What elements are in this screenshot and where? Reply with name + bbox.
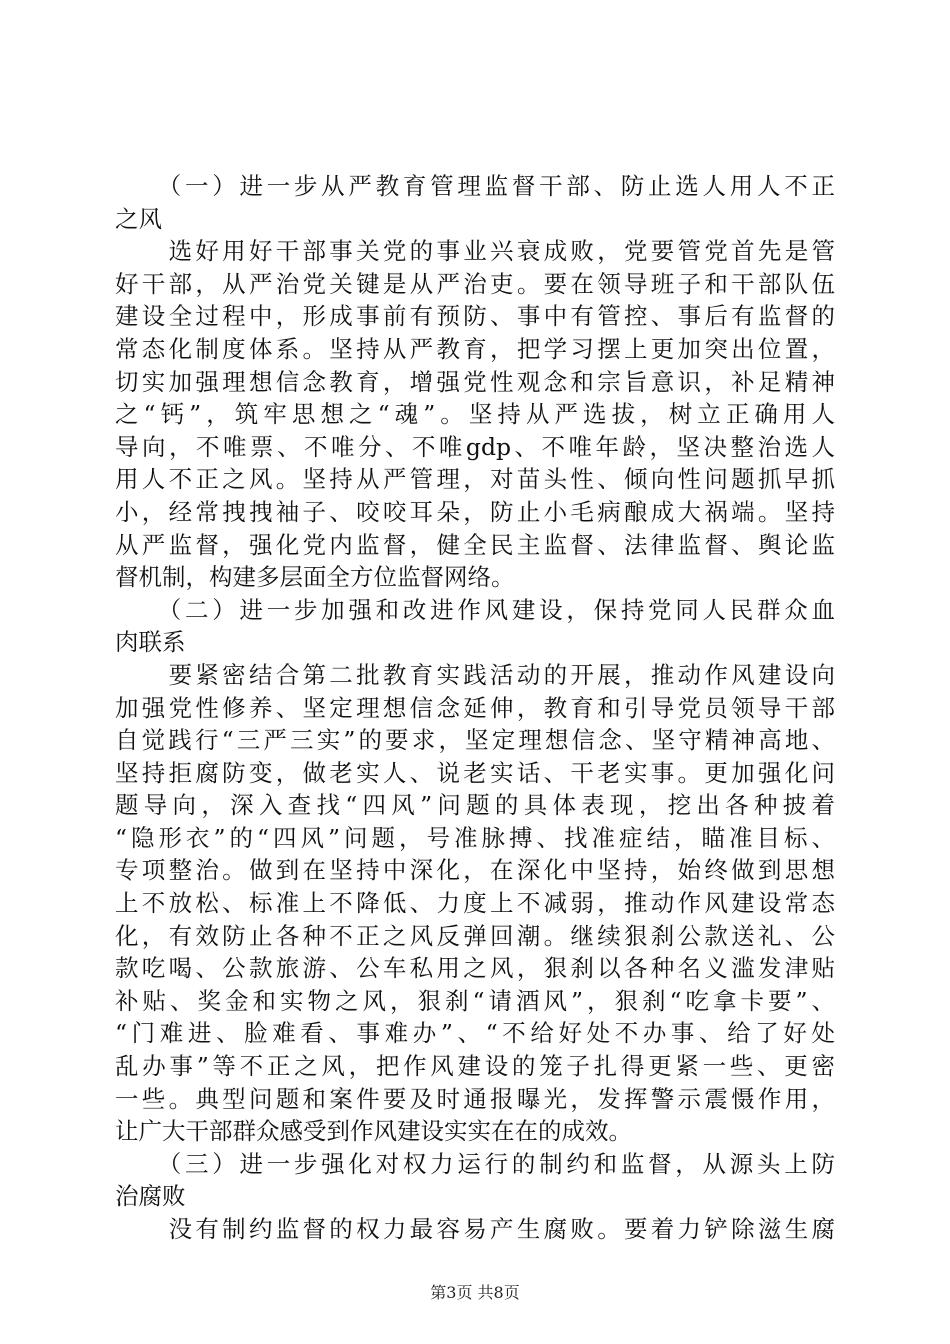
text-line: 常态化制度体系。坚持从严教育，把学习摆上更加突出位置， (115, 334, 835, 363)
text-line: 化，有效防止各种不正之风反弹回潮。继续狠刹公款送礼、公 (115, 921, 835, 950)
text-line: 加强党性修养、坚定理想信念延伸，教育和引导党员领导干部 (115, 693, 835, 722)
text-line: 补贴、奖金和实物之风，狠刹“请酒风”，狠刹“吃拿卡要”、 (115, 986, 835, 1015)
text-line: 上不放松、标准上不降低、力度上不减弱，推动作风建设常态 (115, 889, 835, 918)
text-line: 从严监督，强化党内监督，健全民主监督、法律监督、舆论监 (115, 530, 835, 559)
text-line: “隐形衣”的“四风”问题，号准脉搏、找准症结，瞄准目标、 (115, 823, 835, 852)
text-line: 督机制，构建多层面全方位监督网络。 (115, 563, 515, 592)
text-line: 之“钙”，筑牢思想之“魂”。坚持从严选拔，树立正确用人 (115, 400, 835, 429)
text-line: （一）进一步从严教育管理监督干部、防止选人用人不正 (115, 172, 835, 200)
text-line: 要紧密结合第二批教育实践活动的开展，推动作风建设向 (115, 660, 835, 689)
text-line: 治腐败 (115, 1182, 186, 1211)
text-line: 自觉践行“三严三实”的要求，坚定理想信念、坚守精神高地、 (115, 726, 835, 755)
text-line: 乱办事”等不正之风，把作风建设的笼子扎得更紧一些、更密 (115, 1052, 835, 1081)
text-line: 用人不正之风。坚持从严管理，对苗头性、倾向性问题抓早抓 (115, 465, 835, 494)
text-line: 小，经常拽拽袖子、咬咬耳朵，防止小毛病酿成大祸端。坚持 (115, 497, 835, 526)
text-line: （二）进一步加强和改进作风建设，保持党同人民群众血 (115, 595, 835, 624)
text-line: 肉联系 (115, 628, 186, 657)
text-line: 没有制约监督的权力最容易产生腐败。要着力铲除滋生腐 (115, 1215, 835, 1243)
text-line: 款吃喝、公款旅游、公车私用之风，狠刹以各种名义滥发津贴 (115, 954, 835, 983)
text-line: “门难进、脸难看、事难办”、“不给好处不办事、给了好处 (115, 1019, 835, 1048)
text-line: 坚持拒腐防变，做老实人、说老实话、干老实事。更加强化问 (115, 758, 835, 787)
text-line: （三）进一步强化对权力运行的制约和监督，从源头上防 (115, 1149, 835, 1178)
text-line: 选好用好干部事关党的事业兴衰成败，党要管党首先是管 (115, 237, 835, 266)
text-line: 让广大干部群众感受到作风建设实实在在的成效。 (115, 1117, 632, 1146)
text-line: 一些。典型问题和案件要及时通报曝光，发挥警示震慑作用， (115, 1084, 835, 1113)
text-line: 建设全过程中，形成事前有预防、事中有管控、事后有监督的 (115, 302, 835, 331)
text-line: 专项整治。做到在坚持中深化，在深化中坚持，始终做到思想 (115, 856, 835, 885)
document-body (115, 170, 835, 1246)
text-line: 之风 (115, 204, 162, 233)
text-line: 题导向，深入查找“四风”问题的具体表现，挖出各种披着 (115, 791, 835, 820)
text-line: 导向，不唯票、不唯分、不唯gdp、不唯年龄，坚决整治选人 (115, 432, 835, 461)
page-footer: 第3页 共8页 (430, 1283, 520, 1302)
text-line: 切实加强理想信念教育，增强党性观念和宗旨意识，补足精神 (115, 367, 835, 396)
text-line: 好干部，从严治党关键是从严治吏。要在领导班子和干部队伍 (115, 269, 835, 298)
